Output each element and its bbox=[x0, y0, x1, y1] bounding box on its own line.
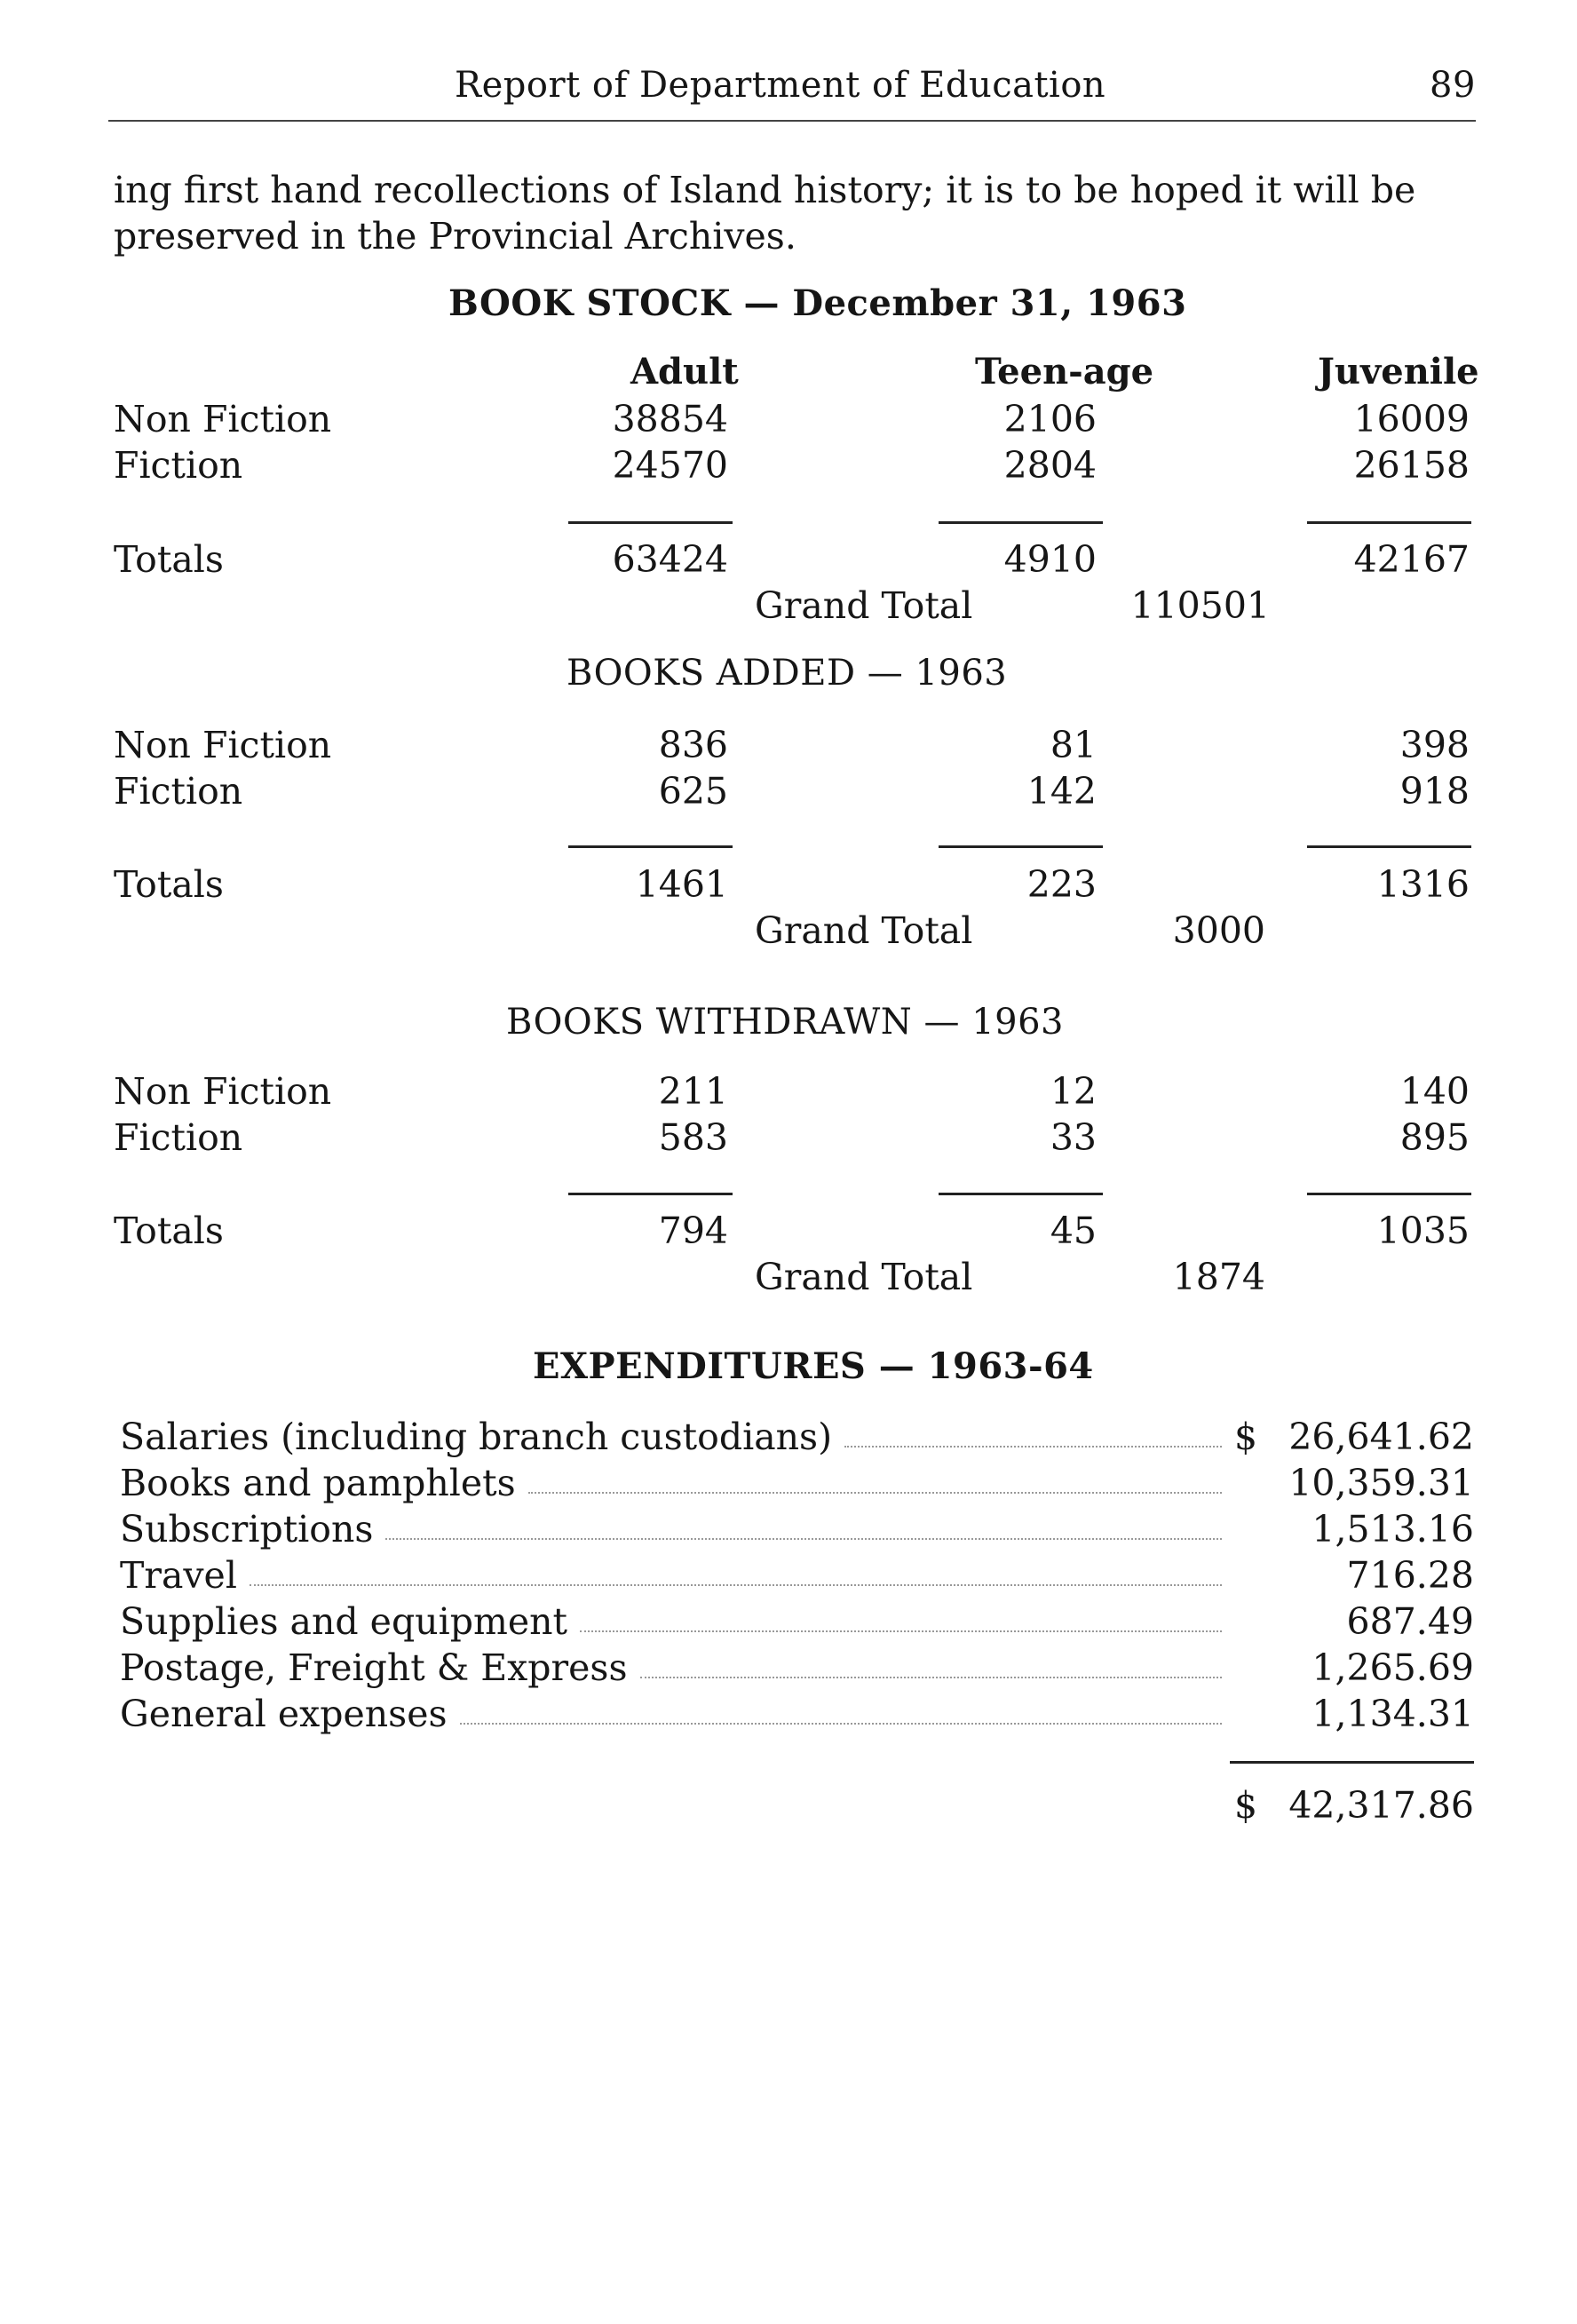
books-added-row-label: Fiction bbox=[114, 770, 243, 813]
sum-rule bbox=[939, 521, 1103, 524]
expenditure-total-row bbox=[120, 1781, 1474, 1827]
expenditure-label: Supplies and equipment bbox=[120, 1600, 567, 1643]
expenditure-row bbox=[120, 1597, 1474, 1643]
book-stock-adult-value: 38854 bbox=[612, 398, 728, 440]
books-added-teen-value: 142 bbox=[1026, 770, 1097, 813]
books-withdrawn-totals-label: Totals bbox=[114, 1210, 224, 1252]
expenditure-label: Books and pamphlets bbox=[120, 1462, 516, 1504]
books-withdrawn-grand-total-label: Grand Total bbox=[755, 1256, 973, 1298]
expenditure-label: Postage, Freight & Express bbox=[120, 1646, 628, 1689]
expenditure-row bbox=[120, 1689, 1474, 1735]
books-withdrawn-heading: BOOKS WITHDRAWN — 1963 bbox=[506, 1002, 1064, 1043]
sum-rule bbox=[568, 1193, 733, 1195]
intro-paragraph: ing first hand recollections of Island history; it is to be hoped it will be preserved in the Provincial Archives. bbox=[114, 169, 1416, 258]
sum-rule bbox=[1307, 845, 1471, 848]
sum-rule bbox=[1307, 521, 1471, 524]
books-added-teen-value: 81 bbox=[1050, 724, 1097, 766]
expenditure-label: Travel bbox=[120, 1554, 237, 1597]
books-withdrawn-row-label: Non Fiction bbox=[114, 1070, 332, 1113]
book-stock-totals-label: Totals bbox=[114, 538, 224, 581]
books-withdrawn-adult-total: 794 bbox=[658, 1210, 728, 1252]
book-stock-teen-total: 4910 bbox=[1003, 538, 1097, 581]
book-stock-juvenile-value: 16009 bbox=[1353, 398, 1470, 440]
books-added-grand-total-label: Grand Total bbox=[755, 909, 973, 952]
books-withdrawn-juvenile-value: 895 bbox=[1399, 1116, 1470, 1159]
leader-dots bbox=[460, 1723, 1222, 1725]
sum-rule bbox=[568, 845, 733, 848]
books-added-row-label: Non Fiction bbox=[114, 724, 332, 766]
sum-rule bbox=[1307, 1193, 1471, 1195]
expenditure-amount: 687.49 bbox=[1346, 1600, 1474, 1643]
leader-dots bbox=[250, 1584, 1222, 1586]
expenditure-row bbox=[120, 1551, 1474, 1597]
expenditure-row bbox=[120, 1504, 1474, 1551]
expenditure-total: 42,317.86 bbox=[1288, 1784, 1474, 1827]
expenditure-amount: 26,641.62 bbox=[1288, 1416, 1474, 1458]
expenditure-label: General expenses bbox=[120, 1693, 448, 1735]
header-rule bbox=[108, 120, 1476, 122]
currency-symbol: $ bbox=[1234, 1416, 1258, 1458]
expenditure-amount: 716.28 bbox=[1346, 1554, 1474, 1597]
currency-symbol: $ bbox=[1234, 1784, 1258, 1827]
books-added-juvenile-total: 1316 bbox=[1376, 863, 1470, 906]
book-stock-heading: BOOK STOCK — December 31, 1963 bbox=[448, 282, 1187, 324]
expenditure-label: Subscriptions bbox=[120, 1508, 374, 1551]
expenditure-amount: 10,359.31 bbox=[1288, 1462, 1474, 1504]
books-withdrawn-teen-value: 12 bbox=[1050, 1070, 1097, 1113]
leader-dots bbox=[385, 1538, 1222, 1540]
books-added-totals-label: Totals bbox=[114, 863, 224, 906]
expenditure-row bbox=[120, 1412, 1474, 1458]
books-added-grand-total: 3000 bbox=[1172, 909, 1265, 952]
leader-dots bbox=[844, 1446, 1222, 1448]
column-head-juvenile: Juvenile bbox=[1318, 351, 1479, 393]
sum-rule bbox=[939, 1193, 1103, 1195]
books-added-adult-value: 836 bbox=[658, 724, 728, 766]
books-withdrawn-juvenile-value: 140 bbox=[1399, 1070, 1470, 1113]
book-stock-row-label: Fiction bbox=[114, 444, 243, 487]
books-withdrawn-teen-total: 45 bbox=[1050, 1210, 1097, 1252]
column-head-teen-age: Teen-age bbox=[975, 351, 1154, 393]
expenditure-amount: 1,265.69 bbox=[1312, 1646, 1474, 1689]
books-withdrawn-adult-value: 211 bbox=[658, 1070, 728, 1113]
book-stock-teen-value: 2106 bbox=[1003, 398, 1097, 440]
books-added-adult-value: 625 bbox=[658, 770, 728, 813]
expenditure-label: Salaries (including branch custodians) bbox=[120, 1416, 833, 1458]
books-added-juvenile-value: 918 bbox=[1399, 770, 1470, 813]
leader-dots bbox=[528, 1492, 1222, 1494]
book-stock-juvenile-total: 42167 bbox=[1353, 538, 1470, 581]
book-stock-grand-total: 110501 bbox=[1130, 584, 1270, 627]
page-number: 89 bbox=[1430, 65, 1476, 106]
total-rule bbox=[1230, 1761, 1474, 1764]
books-added-teen-total: 223 bbox=[1026, 863, 1097, 906]
expenditure-amount: 1,513.16 bbox=[1312, 1508, 1474, 1551]
books-withdrawn-teen-value: 33 bbox=[1050, 1116, 1097, 1159]
books-withdrawn-juvenile-total: 1035 bbox=[1376, 1210, 1470, 1252]
book-stock-grand-total-label: Grand Total bbox=[755, 584, 973, 627]
books-withdrawn-adult-value: 583 bbox=[658, 1116, 728, 1159]
books-withdrawn-row-label: Fiction bbox=[114, 1116, 243, 1159]
leader-dots bbox=[580, 1630, 1222, 1632]
books-added-heading: BOOKS ADDED — 1963 bbox=[567, 653, 1008, 694]
book-stock-juvenile-value: 26158 bbox=[1353, 444, 1470, 487]
sum-rule bbox=[568, 521, 733, 524]
book-stock-adult-total: 63424 bbox=[612, 538, 728, 581]
running-header: Report of Department of Education bbox=[455, 65, 1106, 106]
book-stock-row-label: Non Fiction bbox=[114, 398, 332, 440]
book-stock-teen-value: 2804 bbox=[1003, 444, 1097, 487]
expenditure-row bbox=[120, 1458, 1474, 1504]
leader-dots bbox=[640, 1677, 1223, 1678]
books-withdrawn-grand-total: 1874 bbox=[1172, 1256, 1265, 1298]
expenditure-amount: 1,134.31 bbox=[1312, 1693, 1474, 1735]
expenditures-heading: EXPENDITURES — 1963-64 bbox=[533, 1345, 1094, 1387]
expenditure-row bbox=[120, 1643, 1474, 1689]
books-added-adult-total: 1461 bbox=[635, 863, 728, 906]
sum-rule bbox=[939, 845, 1103, 848]
book-stock-adult-value: 24570 bbox=[612, 444, 728, 487]
books-added-juvenile-value: 398 bbox=[1399, 724, 1470, 766]
column-head-adult: Adult bbox=[630, 351, 739, 393]
